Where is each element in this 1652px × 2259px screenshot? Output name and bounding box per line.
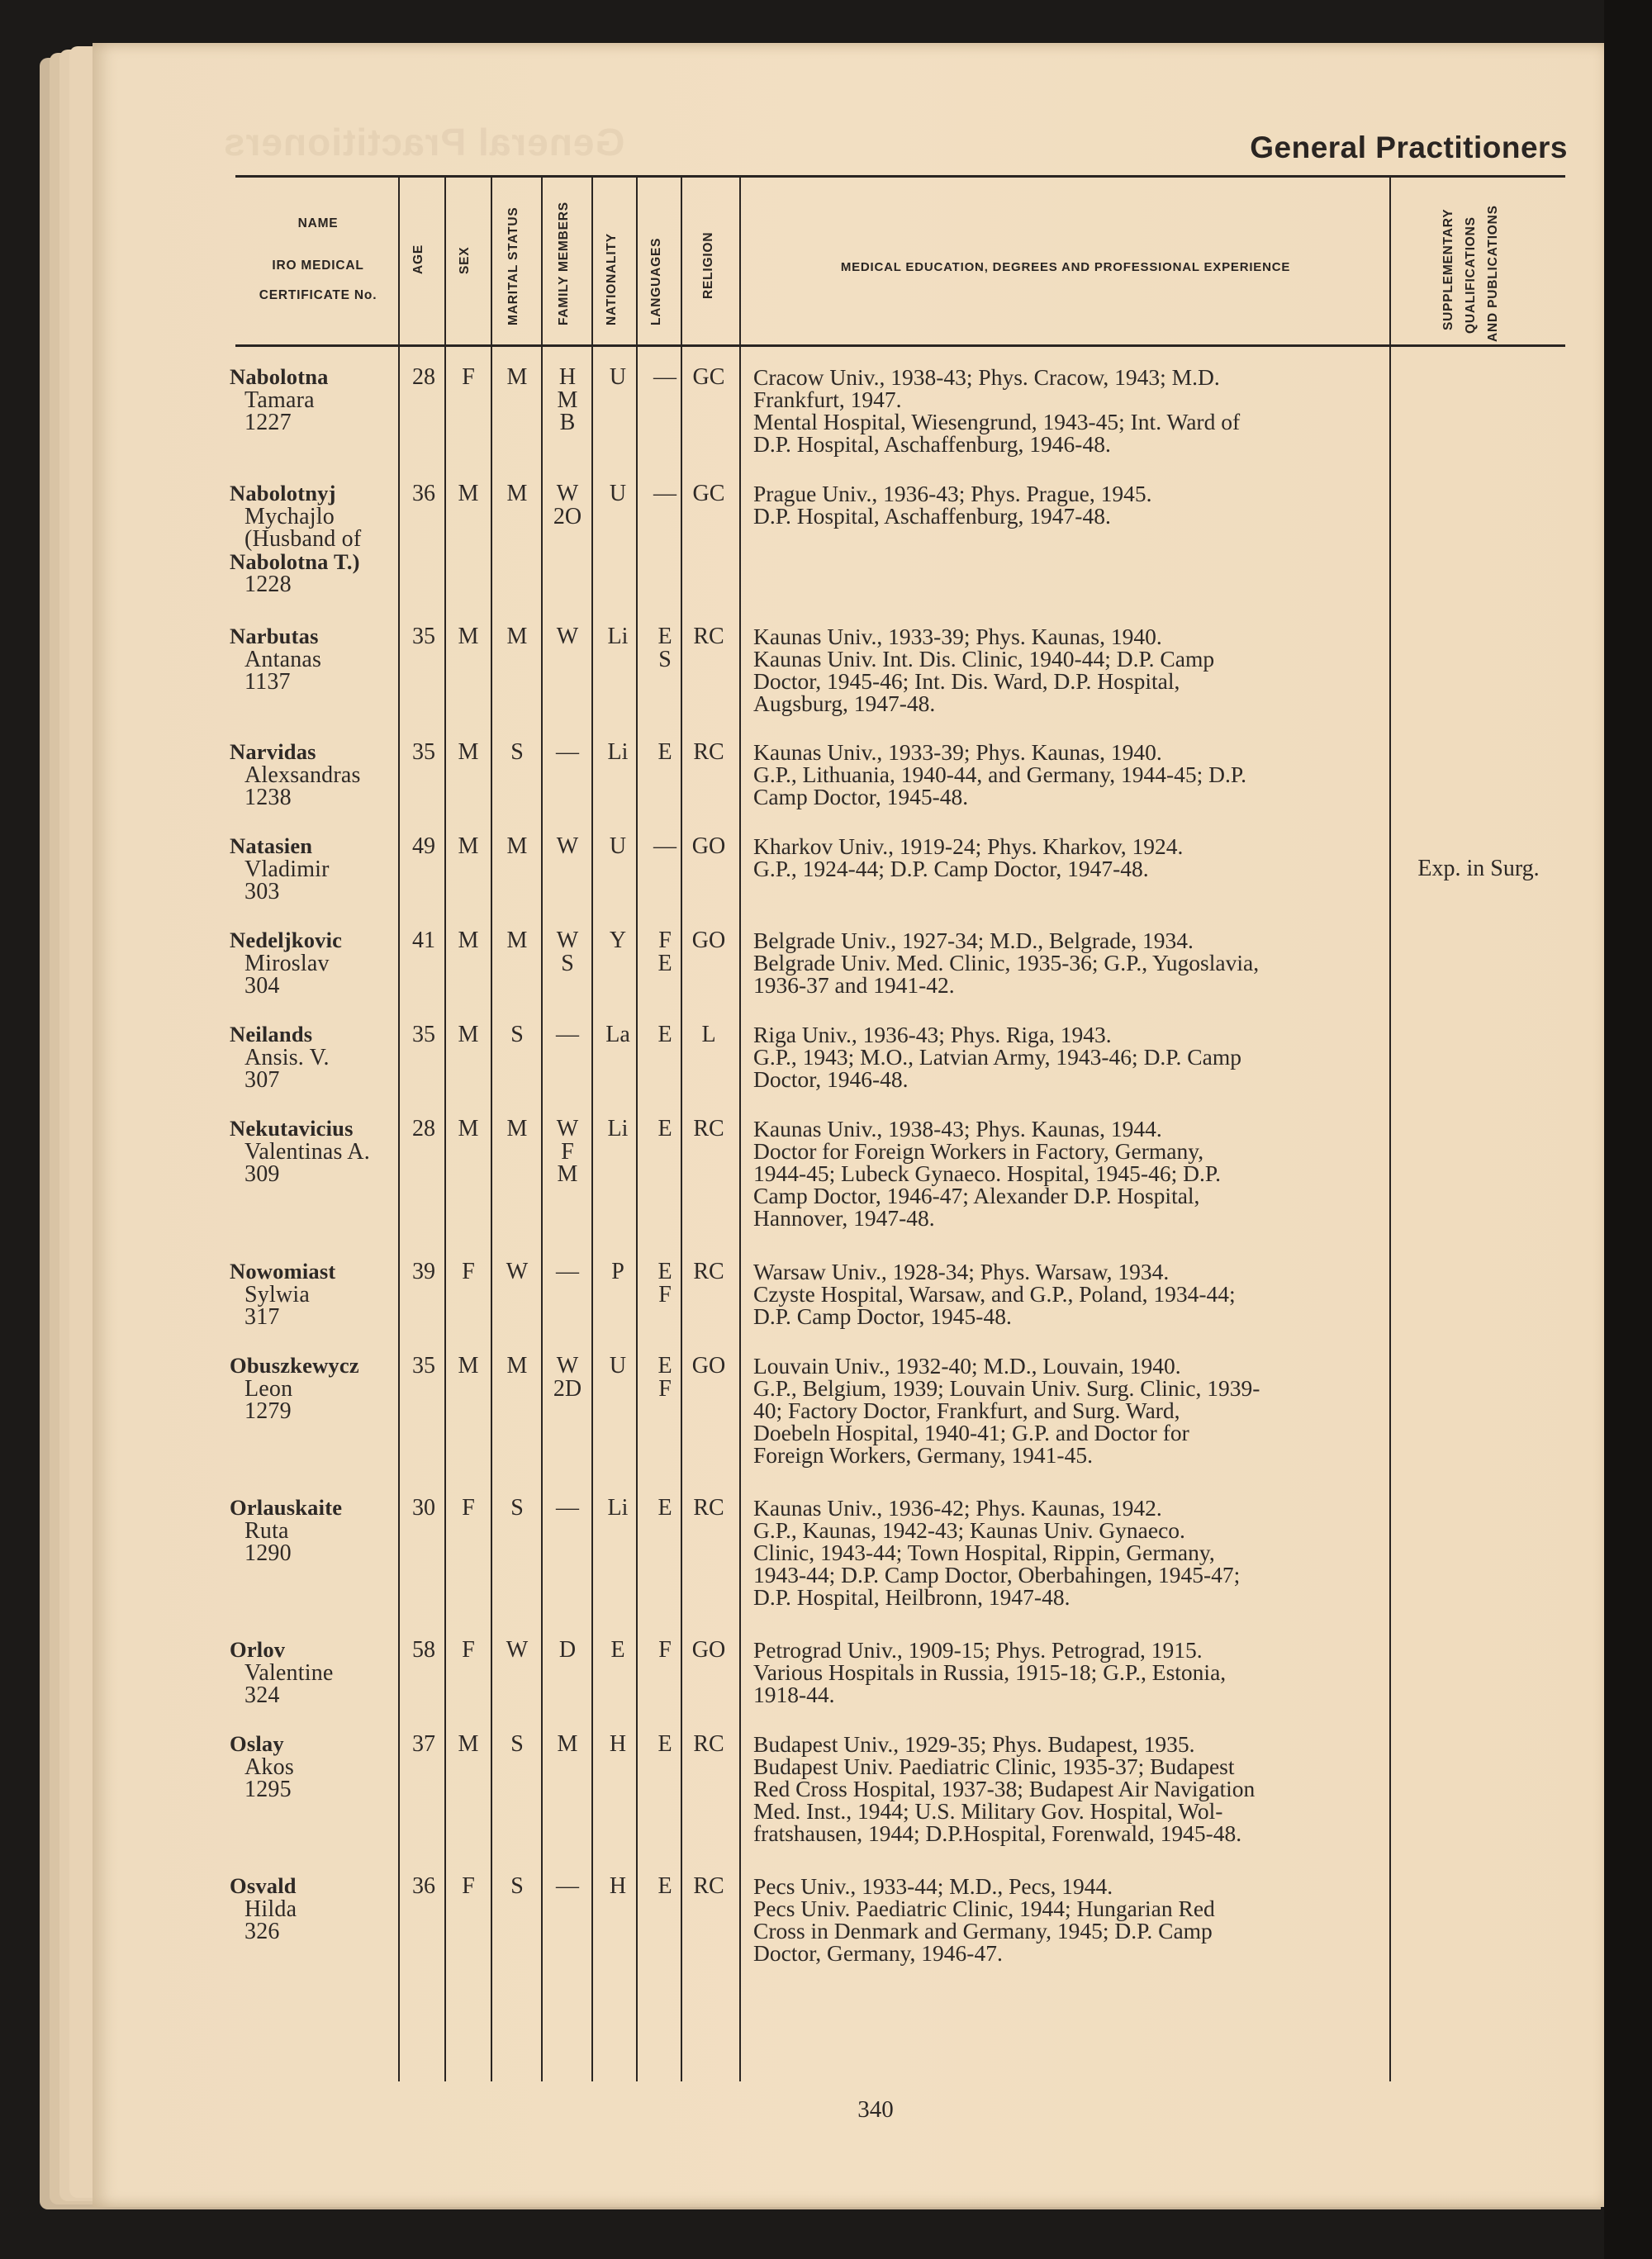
languages-cell xyxy=(640,1355,690,1400)
religion-cell: GO xyxy=(691,1353,726,1379)
nationality-cell: Li xyxy=(607,1495,629,1521)
surname: Orlauskaite xyxy=(230,1495,343,1520)
education-line: D.P. Hospital, Aschaffenburg, 1946-48. xyxy=(753,431,1111,457)
name-line: 1238 xyxy=(244,785,292,810)
education-cell xyxy=(753,741,1381,808)
education-line: Clinic, 1943-44; Town Hospital, Rippin, Germany, xyxy=(753,1540,1215,1565)
marital-cell: M xyxy=(506,1353,528,1379)
name-line: 307 xyxy=(244,1067,280,1093)
language: — xyxy=(653,833,676,859)
education-line: 40; Factory Doctor, Frankfurt, and Surg. Ward, xyxy=(753,1398,1180,1423)
education-line: 1943-44; D.P. Camp Doctor, Oberbahingen, 1945-47; xyxy=(753,1562,1241,1587)
header-age: AGE xyxy=(411,244,425,274)
education-line: Kaunas Univ. Int. Dis. Clinic, 1940-44; D.P. Camp xyxy=(753,646,1215,672)
name-line: 303 xyxy=(244,879,280,904)
education-line: Belgrade Univ. Med. Clinic, 1935-36; G.P., Yugoslavia, xyxy=(753,950,1260,975)
name-line: 317 xyxy=(244,1304,280,1330)
nationality-cell: U xyxy=(609,1353,627,1379)
family-member: W xyxy=(556,928,579,953)
sex-cell: M xyxy=(458,624,479,649)
education-line: Pecs Univ., 1933-44; M.D., Pecs, 1944. xyxy=(753,1873,1113,1899)
header-name: NAME xyxy=(297,216,339,230)
sex-cell: F xyxy=(462,1637,475,1663)
name-cell xyxy=(230,482,395,596)
education-line: G.P., Lithuania, 1940-44, and Germany, 1944-45; D.P. xyxy=(753,762,1247,787)
education-line: Mental Hospital, Wiesengrund, 1943-45; Int. Ward of xyxy=(753,409,1241,434)
language: E xyxy=(657,1873,672,1899)
sex-cell: M xyxy=(458,739,479,765)
nationality-cell: Li xyxy=(607,1116,629,1141)
language: E xyxy=(657,1731,672,1757)
education-line: Doctor, 1946-48. xyxy=(753,1066,909,1092)
religion-cell: L xyxy=(701,1022,716,1047)
family-member: 2D xyxy=(553,1375,582,1402)
nationality-cell: U xyxy=(609,833,627,859)
age-cell: 35 xyxy=(412,624,435,649)
surname: Oslay xyxy=(230,1731,284,1756)
name-line: Ansis. V. xyxy=(244,1044,330,1070)
family-cell xyxy=(543,1023,592,1046)
education-line: Budapest Univ., 1929-35; Phys. Budapest, 1935. xyxy=(753,1731,1195,1757)
marital-cell: S xyxy=(510,1731,524,1757)
family-cell xyxy=(543,1639,592,1662)
family-member: — xyxy=(556,1495,579,1521)
family-member: — xyxy=(556,1873,579,1899)
language: — xyxy=(653,481,676,506)
name-line: Sylwia xyxy=(244,1281,310,1307)
education-line: Riga Univ., 1936-43; Phys. Riga, 1943. xyxy=(753,1022,1112,1047)
name-line: 1279 xyxy=(244,1398,292,1424)
language: — xyxy=(653,364,676,390)
header-bottom-rule xyxy=(235,344,1565,347)
surname: Natasien xyxy=(230,833,313,858)
education-line: Budapest Univ. Paediatric Clinic, 1935-37; Budapest xyxy=(753,1754,1235,1779)
languages-cell xyxy=(640,1497,690,1520)
language: E xyxy=(657,624,672,649)
languages-cell xyxy=(640,1023,690,1046)
religion-cell: RC xyxy=(693,1259,724,1284)
sex-cell: M xyxy=(458,833,479,859)
nationality-cell: E xyxy=(610,1637,625,1663)
name-line: Vladimir xyxy=(244,856,330,882)
education-cell xyxy=(753,625,1381,714)
age-cell: 49 xyxy=(412,833,435,859)
religion-cell: RC xyxy=(693,739,724,765)
family-cell xyxy=(543,1497,592,1520)
age-cell: 28 xyxy=(412,1116,435,1141)
family-member: — xyxy=(556,1022,579,1047)
name-cell xyxy=(230,1355,395,1423)
header-languages: LANGUAGES xyxy=(649,237,663,325)
family-cell xyxy=(543,1733,592,1756)
education-line: 1918-44. xyxy=(753,1682,835,1707)
education-line: Czyste Hospital, Warsaw, and G.P., Poland, 1934-44; xyxy=(753,1281,1236,1307)
name-line: Valentine xyxy=(244,1659,334,1686)
language: F xyxy=(658,1375,672,1402)
education-line: Doctor, 1945-46; Int. Dis. Ward, D.P. Hospital, xyxy=(753,668,1180,694)
education-line: Hannover, 1947-48. xyxy=(753,1205,935,1231)
education-cell xyxy=(753,1118,1381,1229)
education-cell xyxy=(753,1497,1381,1608)
family-member: W xyxy=(556,1116,579,1141)
family-member: — xyxy=(556,1259,579,1284)
column-divider xyxy=(739,177,741,2081)
marital-cell: W xyxy=(506,1637,529,1663)
surname: Nabolotnyj xyxy=(230,481,336,505)
name-cell xyxy=(230,1639,395,1707)
languages-cell xyxy=(640,366,690,389)
education-line: Kaunas Univ., 1938-43; Phys. Kaunas, 1944. xyxy=(753,1116,1162,1141)
nationality-cell: U xyxy=(609,481,627,506)
education-cell xyxy=(753,835,1381,880)
education-line: Kaunas Univ., 1936-42; Phys. Kaunas, 1942. xyxy=(753,1495,1162,1521)
sex-cell: F xyxy=(462,1259,475,1284)
education-line: Belgrade Univ., 1927-34; M.D., Belgrade, 1934. xyxy=(753,928,1194,953)
age-cell: 37 xyxy=(412,1731,435,1757)
name-cell xyxy=(230,1497,395,1565)
surname: Neilands xyxy=(230,1022,313,1046)
religion-cell: RC xyxy=(693,1495,724,1521)
family-member: M xyxy=(557,1161,578,1187)
marital-cell: M xyxy=(506,928,528,953)
education-line: Kaunas Univ., 1933-39; Phys. Kaunas, 1940. xyxy=(753,739,1162,765)
family-member: D xyxy=(558,1637,577,1663)
name-cell xyxy=(230,366,395,434)
language: F xyxy=(658,1637,672,1663)
name-line: 1137 xyxy=(244,669,291,695)
nationality-cell: H xyxy=(609,1873,627,1899)
header-supp-2: QUALIFICATIONS xyxy=(1464,216,1478,334)
education-line: Cross in Denmark and Germany, 1945; D.P. Camp xyxy=(753,1918,1213,1943)
education-line: D.P. Camp Doctor, 1945-48. xyxy=(753,1303,1012,1329)
name-cell xyxy=(230,625,395,694)
education-line: Augsburg, 1947-48. xyxy=(753,691,936,716)
name-line: Valentinas A. xyxy=(244,1138,370,1165)
education-cell xyxy=(753,1023,1381,1090)
education-line: G.P., Kaunas, 1942-43; Kaunas Univ. Gynaeco. xyxy=(753,1517,1185,1543)
age-cell: 36 xyxy=(412,481,435,506)
name-line: 304 xyxy=(244,973,280,999)
surname: Nabolotna xyxy=(230,364,329,389)
family-member: F xyxy=(561,1138,574,1165)
family-member: H xyxy=(558,364,577,390)
header-education: MEDICAL EDUCATION, DEGREES AND PROFESSIONAL EXPERIENCE xyxy=(840,260,1291,274)
languages-cell xyxy=(640,741,690,764)
language: E xyxy=(657,739,672,765)
name-line: Leon xyxy=(244,1375,293,1402)
education-line: Camp Doctor, 1946-47; Alexander D.P. Hospital, xyxy=(753,1183,1200,1208)
surname: Nekutavicius xyxy=(230,1116,354,1141)
education-line: Doebeln Hospital, 1940-41; G.P. and Doctor for xyxy=(753,1420,1189,1445)
column-divider xyxy=(398,177,400,2081)
running-title: General Practitioners xyxy=(1250,131,1568,164)
nationality-cell: P xyxy=(611,1259,624,1284)
name-cell xyxy=(230,1023,395,1092)
religion-cell: GC xyxy=(692,364,725,390)
name-line: (Husband of xyxy=(244,526,362,552)
education-line: fratshausen, 1944; D.P.Hospital, Forenwald, 1945-48. xyxy=(753,1820,1242,1846)
show-through-text: General Practitioners xyxy=(223,121,625,164)
religion-cell: RC xyxy=(693,1873,724,1899)
name-cell xyxy=(230,929,395,998)
family-member: — xyxy=(556,739,579,765)
education-cell xyxy=(753,929,1381,996)
education-cell xyxy=(753,1260,1381,1327)
header-marital: MARITAL STATUS xyxy=(506,206,520,325)
nationality-cell: Y xyxy=(609,928,627,953)
age-cell: 41 xyxy=(412,928,435,953)
education-cell xyxy=(753,1733,1381,1844)
language: S xyxy=(658,646,672,672)
name-cell xyxy=(230,1733,395,1801)
age-cell: 35 xyxy=(412,739,435,765)
sex-cell: F xyxy=(462,364,475,390)
education-line: Various Hospitals in Russia, 1915-18; G.P., Estonia, xyxy=(753,1659,1227,1685)
family-member: W xyxy=(556,1353,579,1379)
sex-cell: M xyxy=(458,1731,479,1757)
education-line: Camp Doctor, 1945-48. xyxy=(753,784,969,809)
education-line: 1936-37 and 1941-42. xyxy=(753,972,955,998)
marital-cell: W xyxy=(506,1259,529,1284)
family-member: S xyxy=(561,950,574,976)
education-line: Kharkov Univ., 1919-24; Phys. Kharkov, 1924. xyxy=(753,833,1184,859)
family-cell xyxy=(543,1118,592,1186)
family-member: B xyxy=(559,410,576,435)
languages-cell xyxy=(640,625,690,671)
surname: Nowomiast xyxy=(230,1259,336,1284)
age-cell: 36 xyxy=(412,1873,435,1899)
age-cell: 30 xyxy=(412,1495,435,1521)
surname: Orlov xyxy=(230,1637,286,1662)
surname: Osvald xyxy=(230,1873,297,1898)
name-line: Alexsandras xyxy=(244,762,361,788)
background-edge xyxy=(1604,0,1652,2259)
education-line: D.P. Hospital, Heilbronn, 1947-48. xyxy=(753,1584,1070,1610)
language: E xyxy=(657,1353,672,1379)
education-cell xyxy=(753,482,1381,527)
name-cell xyxy=(230,741,395,809)
family-cell xyxy=(543,1875,592,1898)
education-line: G.P., Belgium, 1939; Louvain Univ. Surg. Clinic, 1939- xyxy=(753,1375,1260,1401)
nationality-cell: Li xyxy=(607,624,629,649)
sex-cell: M xyxy=(458,1353,479,1379)
sex-cell: M xyxy=(458,928,479,953)
languages-cell xyxy=(640,929,690,975)
marital-cell: S xyxy=(510,739,524,765)
marital-cell: M xyxy=(506,481,528,506)
marital-cell: S xyxy=(510,1495,524,1521)
education-line: G.P., 1943; M.O., Latvian Army, 1943-46; D.P. Camp xyxy=(753,1044,1241,1070)
name-cell xyxy=(230,835,395,904)
language: E xyxy=(657,1495,672,1521)
sex-cell: M xyxy=(458,1116,479,1141)
language: E xyxy=(657,1022,672,1047)
family-cell xyxy=(543,1355,592,1400)
education-line: G.P., 1924-44; D.P. Camp Doctor, 1947-48. xyxy=(753,856,1149,881)
header-iro: IRO MEDICAL xyxy=(272,259,364,273)
name-line: Hilda xyxy=(244,1896,297,1922)
nationality-cell: Li xyxy=(607,739,629,765)
name-line: Miroslav xyxy=(244,950,330,976)
surname: Nedeljkovic xyxy=(230,928,343,952)
surname: Narbutas xyxy=(230,624,319,648)
marital-cell: S xyxy=(510,1873,524,1899)
age-cell: 35 xyxy=(412,1022,435,1047)
language: F xyxy=(658,928,672,953)
family-member: M xyxy=(557,1731,578,1757)
header-top-rule xyxy=(235,175,1565,178)
language: F xyxy=(658,1281,672,1307)
name-line: Mychajlo xyxy=(244,503,335,529)
nationality-cell: U xyxy=(609,364,627,390)
sex-cell: F xyxy=(462,1873,475,1899)
education-line: Kaunas Univ., 1933-39; Phys. Kaunas, 1940. xyxy=(753,624,1162,649)
education-line: Prague Univ., 1936-43; Phys. Prague, 1945. xyxy=(753,481,1152,506)
marital-cell: S xyxy=(510,1022,524,1047)
column-divider xyxy=(1389,177,1391,2081)
religion-cell: RC xyxy=(693,624,724,649)
language: E xyxy=(657,1259,672,1284)
surname: Obuszkewycz xyxy=(230,1353,359,1378)
family-cell xyxy=(543,835,592,858)
religion-cell: RC xyxy=(693,1116,724,1141)
family-member: W xyxy=(556,624,579,649)
education-line: Pecs Univ. Paediatric Clinic, 1944; Hungarian Red xyxy=(753,1896,1215,1921)
marital-cell: M xyxy=(506,833,528,859)
name-cell xyxy=(230,1260,395,1329)
education-line: D.P. Hospital, Aschaffenburg, 1947-48. xyxy=(753,503,1111,529)
name-line: Ruta xyxy=(244,1517,289,1544)
family-cell xyxy=(543,366,592,434)
age-cell: 28 xyxy=(412,364,435,390)
religion-cell: RC xyxy=(693,1731,724,1757)
header-supp-1: SUPPLEMENTARY xyxy=(1441,208,1455,330)
education-line: Doctor, Germany, 1946-47. xyxy=(753,1940,1003,1966)
languages-cell xyxy=(640,1639,690,1662)
education-cell xyxy=(753,1875,1381,1964)
name-line: 326 xyxy=(244,1919,280,1944)
sex-cell: M xyxy=(458,1022,479,1047)
language: E xyxy=(657,1116,672,1141)
name-line: Akos xyxy=(244,1754,294,1780)
marital-cell: M xyxy=(506,624,528,649)
education-line: Warsaw Univ., 1928-34; Phys. Warsaw, 1934. xyxy=(753,1259,1170,1284)
religion-cell: GO xyxy=(691,833,726,859)
education-line: Doctor for Foreign Workers in Factory, Germany, xyxy=(753,1138,1204,1164)
page-number: 340 xyxy=(857,2096,894,2123)
name-line: 1290 xyxy=(244,1540,292,1566)
family-member: M xyxy=(557,387,578,413)
languages-cell xyxy=(640,482,690,505)
name-cell xyxy=(230,1118,395,1186)
surname: Narvidas xyxy=(230,739,316,764)
supplementary-cell: Exp. in Surg. xyxy=(1417,856,1540,881)
header-cert: CERTIFICATE No. xyxy=(259,288,377,302)
education-line: Louvain Univ., 1932-40; M.D., Louvain, 1940. xyxy=(753,1353,1181,1379)
name-line: Antanas xyxy=(244,646,322,672)
header-sex: SEX xyxy=(458,246,472,274)
religion-cell: GC xyxy=(692,481,725,506)
family-cell xyxy=(543,482,592,528)
education-cell xyxy=(753,1355,1381,1466)
name-line: 1228 xyxy=(244,572,292,597)
header-family: FAMILY MEMBERS xyxy=(557,202,571,325)
name-line: Nabolotna T.) xyxy=(230,548,360,574)
age-cell: 35 xyxy=(412,1353,435,1379)
name-line: Tamara xyxy=(244,387,315,413)
education-line: Petrograd Univ., 1909-15; Phys. Petrograd, 1915. xyxy=(753,1637,1203,1663)
education-line: 1944-45; Lubeck Gynaeco. Hospital, 1945-46; D.P. xyxy=(753,1160,1221,1186)
marital-cell: M xyxy=(506,1116,528,1141)
age-cell: 58 xyxy=(412,1637,435,1663)
education-line: Cracow Univ., 1938-43; Phys. Cracow, 1943; M.D. xyxy=(753,364,1220,390)
name-line: 1295 xyxy=(244,1777,292,1802)
family-member: W xyxy=(556,833,579,859)
marital-cell: M xyxy=(506,364,528,390)
education-cell xyxy=(753,366,1381,455)
name-line: 324 xyxy=(244,1682,280,1708)
name-cell xyxy=(230,1875,395,1943)
sex-cell: F xyxy=(462,1495,475,1521)
languages-cell xyxy=(640,1260,690,1306)
header-religion: RELIGION xyxy=(701,231,715,299)
age-cell: 39 xyxy=(412,1259,435,1284)
family-cell xyxy=(543,1260,592,1284)
name-line: 1227 xyxy=(244,410,292,435)
languages-cell xyxy=(640,1875,690,1898)
education-line: Frankfurt, 1947. xyxy=(753,387,902,412)
header-supp-3: AND PUBLICATIONS xyxy=(1486,205,1500,342)
education-cell xyxy=(753,1639,1381,1706)
nationality-cell: La xyxy=(605,1022,630,1047)
nationality-cell: H xyxy=(609,1731,627,1757)
education-line: Foreign Workers, Germany, 1941-45. xyxy=(753,1442,1093,1468)
family-cell xyxy=(543,741,592,764)
education-line: Med. Inst., 1944; U.S. Military Gov. Hospital, Wol- xyxy=(753,1798,1223,1824)
languages-cell xyxy=(640,835,690,858)
languages-cell xyxy=(640,1733,690,1756)
name-line: 309 xyxy=(244,1161,280,1187)
sex-cell: M xyxy=(458,481,479,506)
religion-cell: GO xyxy=(691,928,726,953)
family-member: 2O xyxy=(553,503,582,529)
family-member: W xyxy=(556,481,579,506)
header-nationality: NATIONALITY xyxy=(605,233,619,325)
religion-cell: GO xyxy=(691,1637,726,1663)
education-line: Red Cross Hospital, 1937-38; Budapest Air Navigation xyxy=(753,1776,1256,1801)
language: E xyxy=(657,950,672,976)
family-cell xyxy=(543,929,592,975)
family-cell xyxy=(543,625,592,648)
languages-cell xyxy=(640,1118,690,1141)
